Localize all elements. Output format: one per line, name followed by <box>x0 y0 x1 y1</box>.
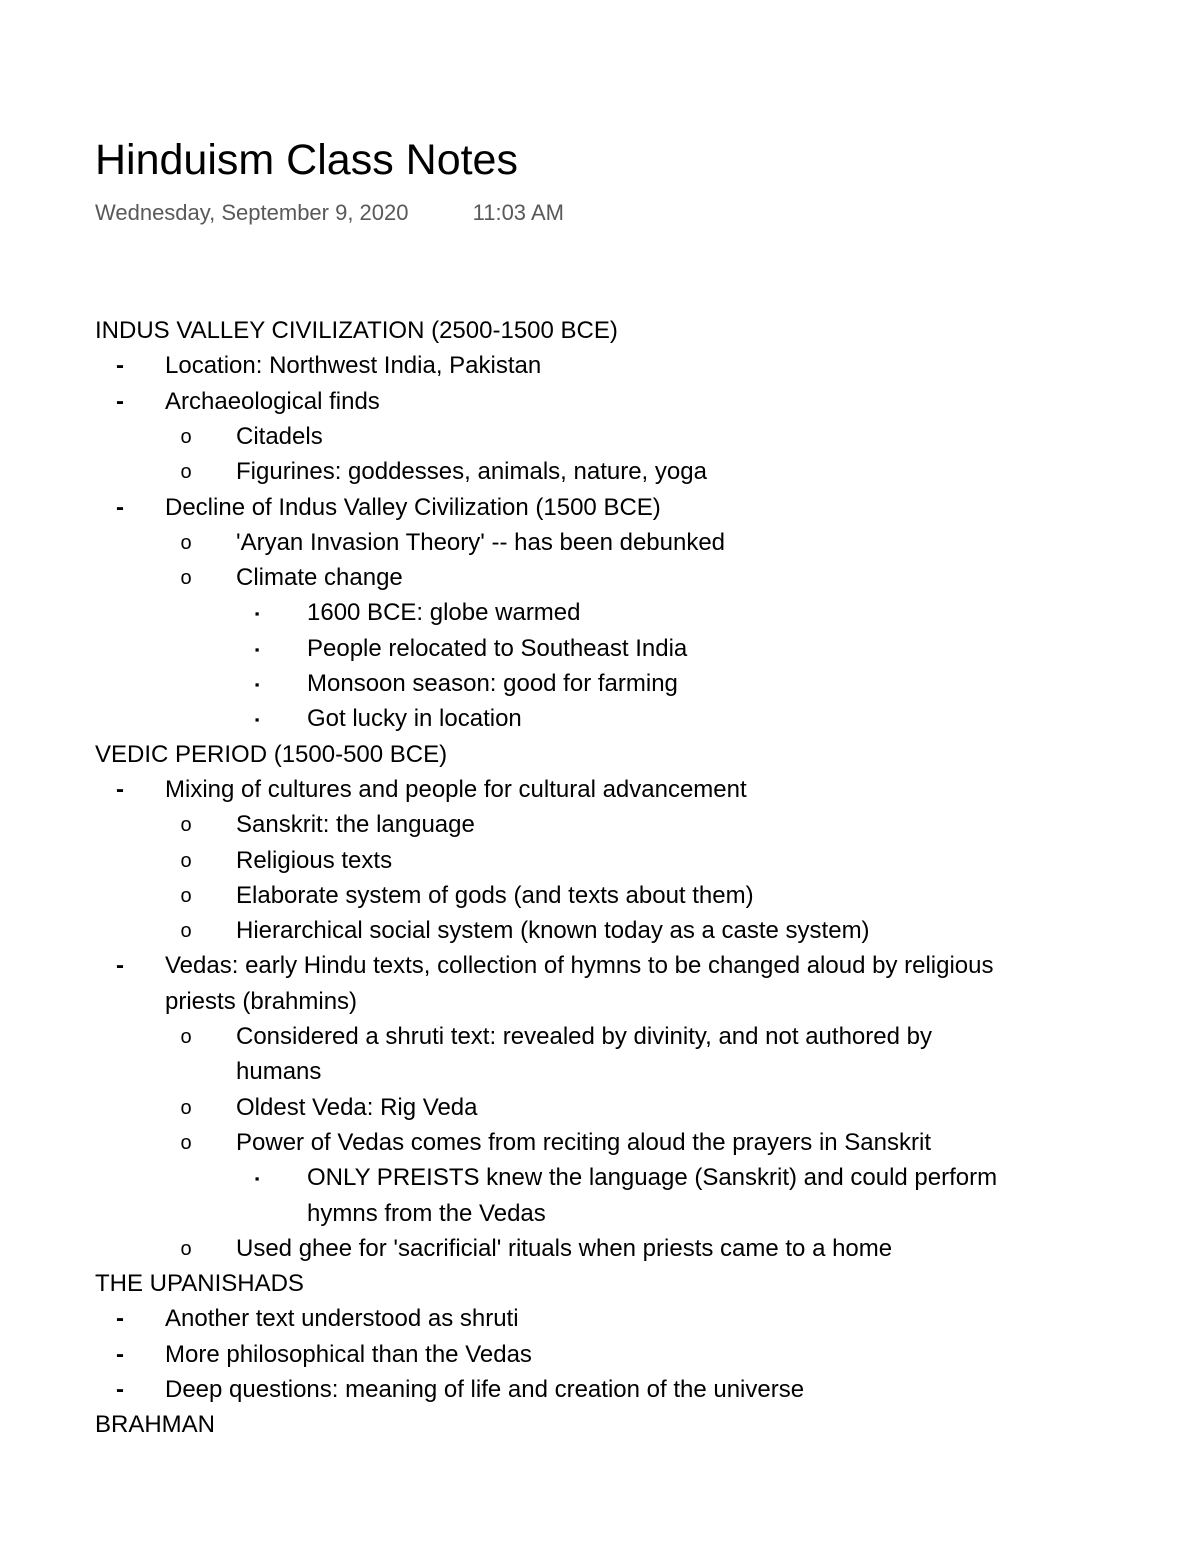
circle-bullet-icon: o <box>180 1238 192 1260</box>
note-text: People relocated to Southeast India <box>307 635 688 662</box>
square-bullet-icon: ▪ <box>254 642 260 657</box>
dash-bullet-icon: - <box>116 1305 124 1332</box>
note-text: Archaeological finds <box>165 388 380 415</box>
note-line <box>116 951 994 981</box>
note-text: Climate change <box>236 564 403 591</box>
square-bullet-icon: ▪ <box>254 606 260 621</box>
note-text: Deep questions: meaning of life and creation of the universe <box>165 1376 805 1403</box>
note-text: humans <box>236 1058 322 1085</box>
note-line <box>116 775 747 805</box>
square-bullet-icon: ▪ <box>254 677 260 692</box>
note-line <box>254 704 522 734</box>
circle-bullet-icon: o <box>180 814 192 836</box>
dash-bullet-icon: - <box>116 494 124 521</box>
note-text: Figurines: goddesses, animals, nature, yoga <box>236 458 707 485</box>
dash-bullet-icon: - <box>116 352 124 379</box>
note-text: Religious texts <box>236 847 393 874</box>
page-meta <box>95 198 564 228</box>
note-line <box>180 916 870 946</box>
note-text: Hierarchical social system (known today as a caste system) <box>236 917 870 944</box>
note-text: Elaborate system of gods (and texts about them) <box>236 882 754 909</box>
circle-bullet-icon: o <box>180 1097 192 1119</box>
note-line <box>180 1022 932 1052</box>
note-text: Got lucky in location <box>307 705 522 732</box>
note-text: Location: Northwest India, Pakistan <box>165 352 542 379</box>
note-line <box>254 669 678 699</box>
note-text: Vedas: early Hindu texts, collection of hymns to be changed aloud by religious <box>165 952 994 979</box>
note-line <box>180 528 726 558</box>
note-text: Another text understood as shruti <box>165 1305 519 1332</box>
note-text: ONLY PREISTS knew the language (Sanskrit) and could perform <box>307 1164 998 1191</box>
note-line <box>180 457 707 487</box>
note-line <box>95 316 618 346</box>
note-text: hymns from the Vedas <box>307 1200 546 1227</box>
circle-bullet-icon: o <box>180 885 192 907</box>
circle-bullet-icon: o <box>180 426 192 448</box>
note-text: Decline of Indus Valley Civilization (1500 BCE) <box>165 494 661 521</box>
dash-bullet-icon: - <box>116 1341 124 1368</box>
note-line <box>180 881 754 911</box>
note-text: VEDIC PERIOD (1500-500 BCE) <box>95 741 448 768</box>
circle-bullet-icon: o <box>180 567 192 589</box>
circle-bullet-icon: o <box>180 920 192 942</box>
square-bullet-icon: ▪ <box>254 1171 260 1186</box>
note-line <box>307 1199 546 1229</box>
note-text: priests (brahmins) <box>165 988 358 1015</box>
page-date: Wednesday, September 9, 2020 <box>95 200 409 225</box>
note-line <box>180 1093 478 1123</box>
circle-bullet-icon: o <box>180 850 192 872</box>
note-line <box>95 1269 304 1299</box>
note-line <box>180 846 393 876</box>
note-line <box>180 1128 931 1158</box>
circle-bullet-icon: o <box>180 532 192 554</box>
note-line <box>236 1057 321 1087</box>
note-line <box>254 1163 998 1193</box>
circle-bullet-icon: o <box>180 461 192 483</box>
note-text: INDUS VALLEY CIVILIZATION (2500-1500 BCE) <box>95 317 618 344</box>
note-line <box>95 1410 215 1440</box>
page-time: 11:03 AM <box>472 200 564 225</box>
circle-bullet-icon: o <box>180 1132 192 1154</box>
note-line <box>116 1375 805 1405</box>
note-line <box>254 634 688 664</box>
note-line <box>254 598 581 628</box>
note-line <box>165 987 357 1017</box>
note-text: Sanskrit: the language <box>236 811 475 838</box>
note-text: THE UPANISHADS <box>95 1270 304 1297</box>
page-title: Hinduism Class Notes <box>95 136 518 184</box>
note-text: 1600 BCE: globe warmed <box>307 599 581 626</box>
note-line <box>180 563 403 593</box>
note-text: 'Aryan Invasion Theory' -- has been debunked <box>236 529 726 556</box>
square-bullet-icon: ▪ <box>254 712 260 727</box>
note-text: BRAHMAN <box>95 1411 216 1438</box>
note-text: Citadels <box>236 423 323 450</box>
note-text: Considered a shruti text: revealed by divinity, and not authored by <box>236 1023 932 1050</box>
dash-bullet-icon: - <box>116 1376 124 1403</box>
note-text: Power of Vedas comes from reciting aloud the prayers in Sanskrit <box>236 1129 931 1156</box>
note-line <box>180 1234 893 1264</box>
dash-bullet-icon: - <box>116 952 124 979</box>
note-text: Used ghee for 'sacrificial' rituals when priests came to a home <box>236 1235 893 1262</box>
note-text: More philosophical than the Vedas <box>165 1341 532 1368</box>
note-text: Mixing of cultures and people for cultural advancement <box>165 776 747 803</box>
note-text: Monsoon season: good for farming <box>307 670 678 697</box>
dash-bullet-icon: - <box>116 388 124 415</box>
circle-bullet-icon: o <box>180 1026 192 1048</box>
note-line <box>116 351 542 381</box>
note-line <box>116 493 661 523</box>
note-line <box>116 387 380 417</box>
dash-bullet-icon: - <box>116 776 124 803</box>
note-line <box>180 810 475 840</box>
note-line <box>116 1340 532 1370</box>
note-line <box>116 1304 519 1334</box>
note-line <box>180 422 323 452</box>
note-text: Oldest Veda: Rig Veda <box>236 1094 478 1121</box>
note-line <box>95 740 447 770</box>
